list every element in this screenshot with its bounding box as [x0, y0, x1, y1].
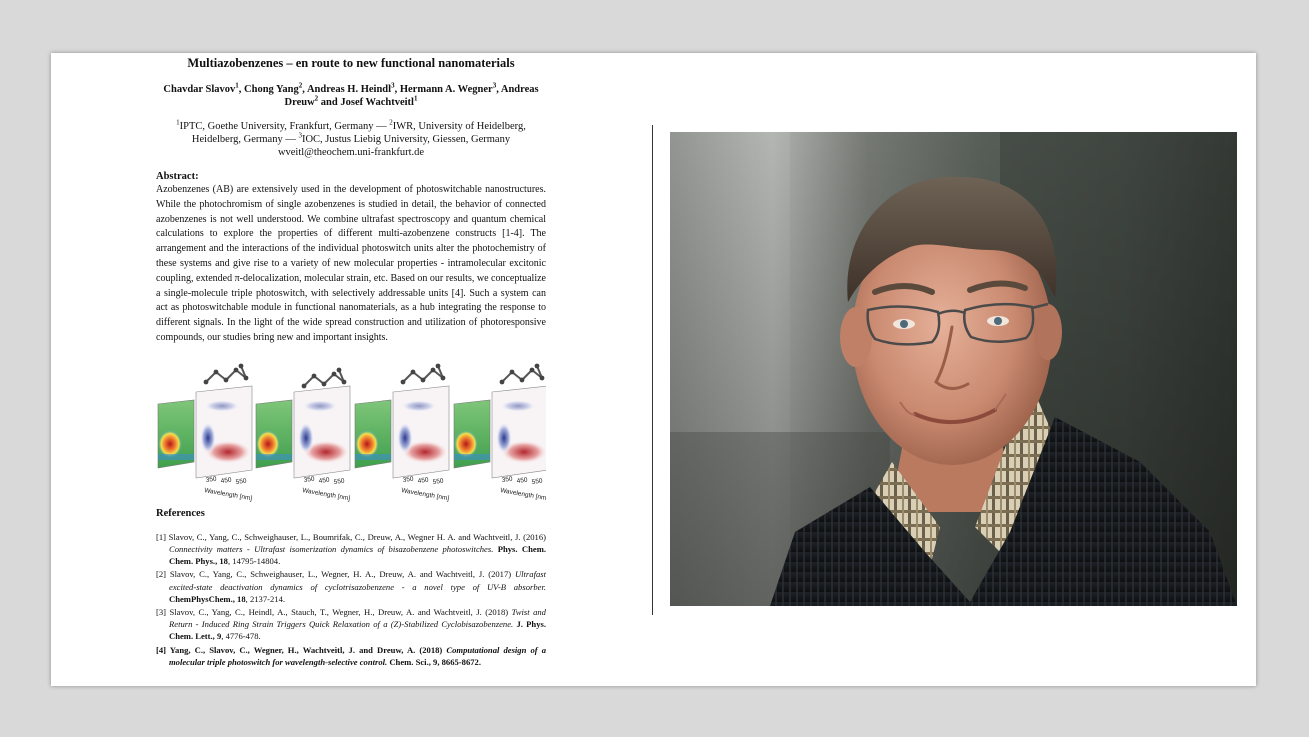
molecule-structure: [500, 363, 545, 384]
author-affil-sup: 3: [391, 81, 395, 90]
axis-tick-label: 450: [516, 476, 529, 485]
references-heading: References: [156, 507, 205, 519]
reference-list: [156, 531, 546, 668]
reference-item: [156, 606, 546, 643]
axis-tick-label: 350: [402, 475, 415, 484]
author-name: Chong Yang: [244, 84, 299, 95]
affiliation-1: IPTC, Goethe University, Frankfurt, Germany —: [179, 121, 390, 132]
author-name: Andreas H. Heindl: [306, 84, 392, 95]
affiliations: [156, 120, 546, 159]
reference-pages: , 14795-14804.: [227, 556, 281, 567]
transient-absorption-maps: [156, 352, 546, 502]
reference-journal: J. Phys. Chem. Lett., 9: [169, 619, 546, 642]
axis-label: Wavelength [nm]: [400, 486, 450, 502]
column-divider: [652, 125, 653, 615]
reference-number: [4]: [156, 644, 170, 655]
reference-number: [3]: [156, 606, 170, 617]
reference-pages: , 8665-8672.: [437, 656, 481, 667]
abstract-heading: Abstract:: [156, 171, 199, 182]
axis-tick-label: 350: [205, 475, 218, 484]
affil-sup: 3: [298, 131, 302, 140]
reference-item: [156, 531, 546, 568]
affiliation-2: IWR, University of Heidelberg, Heidelberg, Germany —: [191, 121, 526, 145]
axis-tick-label: 550: [432, 477, 445, 486]
axis-tick-label: 350: [303, 475, 316, 484]
affil-sup: 1: [176, 118, 180, 127]
reference-authors: Slavov, C., Yang, C., Heindl, A., Stauch, T., Wegner, H., Dreuw, A. and Wachtveitl, J. (2018): [169, 606, 512, 617]
reference-authors: Slavov, C., Yang, C., Schweighauser, L., Wegner, H. A., Dreuw, A. and Wachtveitl, J. (2017): [169, 569, 515, 580]
author-affil-sup: 1: [235, 81, 239, 90]
author-list: Chavdar Slavov$^1$, Chong Yang$^2$, Andreas H. Heindl$^3$, Hermann A. Wegner$^3$, Andreas Dreuw$^2$ and Josef Wachtveitl$^1$: [163, 81, 539, 108]
author-affil-sup: 3: [492, 81, 497, 90]
axis-tick-label: 550: [531, 477, 544, 486]
portrait-image: [670, 132, 1237, 606]
axis-label: Wavelength [nm]: [499, 486, 546, 502]
axis-tick-label: 450: [417, 476, 430, 485]
author-affil-sup: 2: [314, 94, 319, 103]
molecule-structure: [401, 363, 446, 384]
reference-title: Connectivity matters - Ultrafast isomerization dynamics of bisazobenzene photoswitches.: [169, 543, 498, 554]
reference-item: [156, 568, 546, 605]
reference-title: Ultrafast excited-state deactivation dynamics of cyclotrisazobenzene - a novel type of UV-B absorber.: [169, 569, 546, 592]
spectroscopy-figure: [156, 352, 546, 502]
abstract-text: Azobenzenes (AB) are extensively used in the development of photoswitchable nanostructures. While the photochromism of single azobenzenes is studied in detail, the behavior of connected azobenzenes is not well understood. We combine ultrafast spectroscopy and quantum chemical calculations to explore the properties of different multi-azobenzene constructs [1-4]. The arrangement and the interactions of the individual photoswitch units alter the photochemistry of these systems and give rise to a variety of new molecular properties - intramolecular excitonic coupling, extended π-delocalization, molecular strain, etc. Based on our results, we conceptualize a single-molecule triple photoswitch, with selectively addressable units [4]. Such a system can act as photoswitchable module in functional nanomaterials, as a hub integrating the response to different signals. In the light of the wide spread construction and utilization of photoresponsive compounds, our studies bring new and important insights.: [156, 184, 546, 343]
contact-email[interactable]: wveitl@theochem.uni-frankfurt.de: [277, 147, 425, 158]
axis-tick-label: 450: [318, 476, 331, 485]
molecule-structure: [204, 363, 249, 384]
figure-panel-group: [158, 363, 253, 501]
reference-title: Computational design of a molecular triple photoswitch for wavelength-selective control.: [169, 644, 546, 667]
author-name: Andreas Dreuw: [284, 84, 539, 108]
affiliation-3: IOC, Justus Liebig University, Giessen, Germany: [301, 134, 511, 145]
author-affil-sup: 1: [413, 94, 418, 103]
axis-tick-label: 450: [220, 476, 233, 485]
figure-panel-group: [355, 363, 450, 501]
author-name: Chavdar Slavov: [163, 84, 236, 95]
author-name: Hermann A. Wegner: [399, 84, 493, 95]
reference-item: [156, 644, 546, 668]
reference-journal: Phys. Chem. Chem. Phys., 18: [169, 543, 546, 567]
reference-title: Twist and Return - Induced Ring Strain Triggers Quick Relaxation of a (Z)-Stabilized Cyclobisazobenzene.: [169, 606, 546, 630]
figure-panel-group: [454, 363, 546, 501]
portrait-photo: [670, 132, 1237, 606]
axis-tick-label: 550: [235, 477, 248, 486]
reference-pages: , 4776-478.: [221, 631, 261, 642]
reference-number: [2]: [156, 569, 170, 580]
reference-pages: , 2137-214.: [245, 593, 286, 604]
poster-abstract: [156, 53, 546, 669]
author-name: Josef Wachtveitl: [340, 97, 414, 108]
figure-panel-group: [256, 367, 351, 501]
axis-tick-label: 550: [333, 477, 346, 486]
reference-authors: Slavov, C., Yang, C., Schweighauser, L., Boumrifak, C., Dreuw, A., Wegner H. A. and Wachtveitl, J. (2016): [168, 531, 546, 542]
molecule-structure: [302, 367, 347, 388]
reference-journal: ChemPhysChem., 18: [169, 593, 246, 604]
affil-sup: 2: [389, 118, 393, 127]
author-affil-sup: 2: [298, 81, 303, 90]
paper-title: Multiazobenzenes – en route to new functional nanomaterials: [187, 56, 515, 70]
reference-journal: Chem. Sci., 9: [389, 656, 438, 667]
axis-label: Wavelength [nm]: [301, 486, 351, 502]
axis-tick-label: 350: [501, 475, 514, 484]
reference-number: [1]: [156, 531, 169, 542]
axis-label: Wavelength [nm]: [203, 486, 253, 502]
reference-authors: Yang, C., Slavov, C., Wegner, H., Wachtveitl, J. and Dreuw, A. (2018): [169, 644, 447, 655]
document-page: [51, 53, 1256, 686]
